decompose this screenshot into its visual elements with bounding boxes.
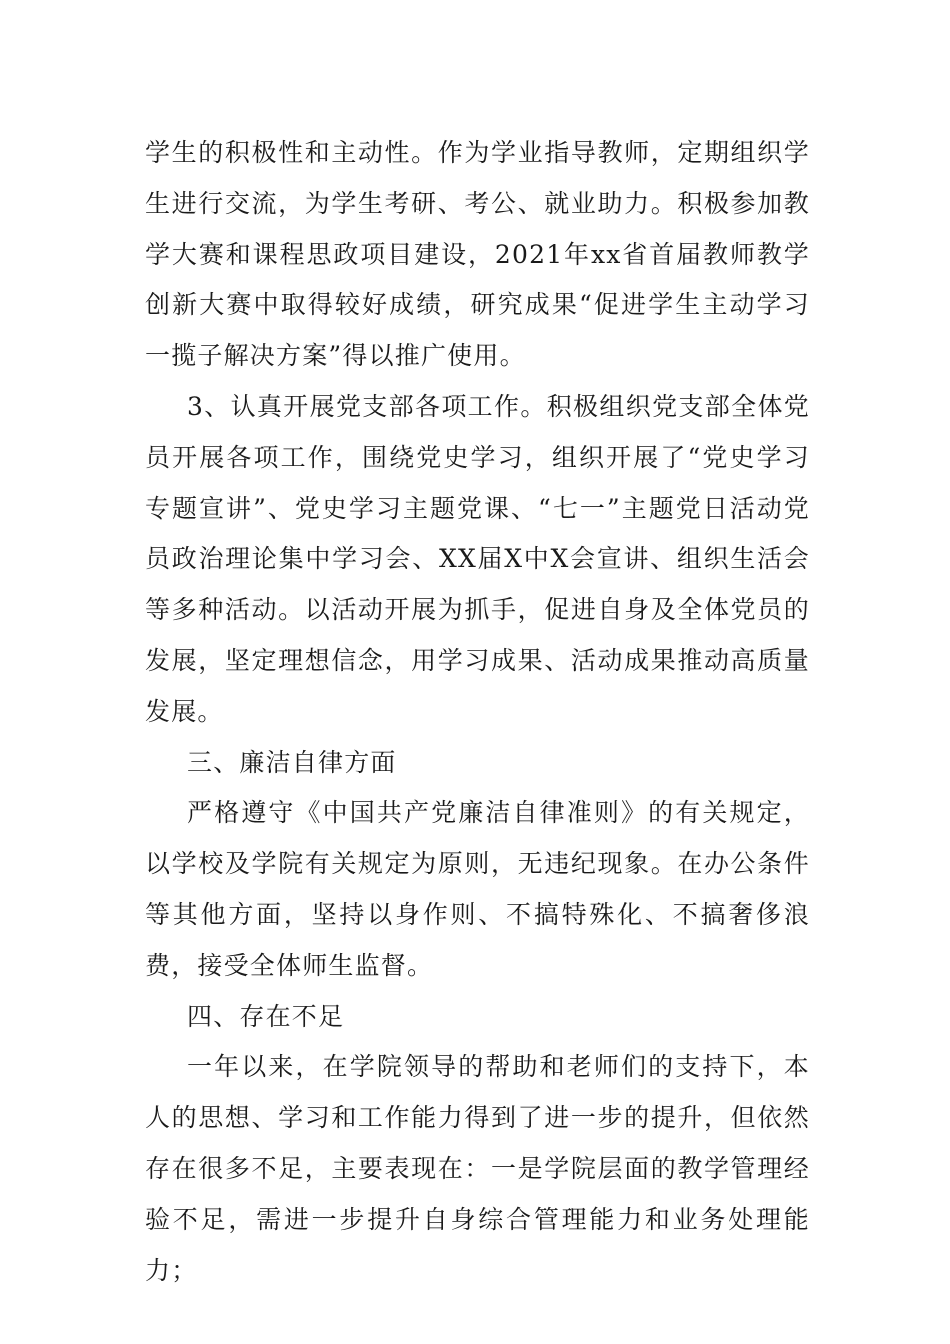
paragraph-shortcomings: 一年以来，在学院领导的帮助和老师们的支持下，本人的思想、学习和工作能力得到了进一步的提升，但依然存在很多不足，主要表现在：一是学院层面的教学管理经验不足，需进一步提升自身综合管理能力和业务处理能力； bbox=[145, 1052, 810, 1285]
section-heading-integrity: 三、廉洁自律方面 bbox=[187, 747, 397, 777]
paragraph-continuation: 学生的积极性和主动性。作为学业指导教师，定期组织学生进行交流，为学生考研、考公、就业助力。积极参加教学大赛和课程思政项目建设，2021年xx省首届教师教学创新大赛中取得较好成绩，研究成果“促进学生主动学习一揽子解决方案”得以推广使用。 bbox=[145, 138, 810, 371]
paragraph-integrity: 严格遵守《中国共产党廉洁自律准则》的有关规定，以学校及学院有关规定为原则，无违纪现象。在办公条件等其他方面，坚持以身作则、不搞特殊化、不搞奢侈浪费，接受全体师生监督。 bbox=[145, 798, 810, 980]
section-heading-shortcomings: 四、存在不足 bbox=[187, 1001, 345, 1031]
document-page bbox=[145, 128, 810, 1296]
paragraph-party-branch-work: 3、认真开展党支部各项工作。积极组织党支部全体党员开展各项工作，围绕党史学习，组织开展了“党史学习专题宣讲”、党史学习主题党课、“七一”主题党日活动党员政治理论集中学习会、XX届X中X会宣讲、组织生活会等多种活动。以活动开展为抓手，促进自身及全体党员的发展，坚定理想信念，用学习成果、活动成果推动高质量发展。 bbox=[145, 391, 810, 726]
